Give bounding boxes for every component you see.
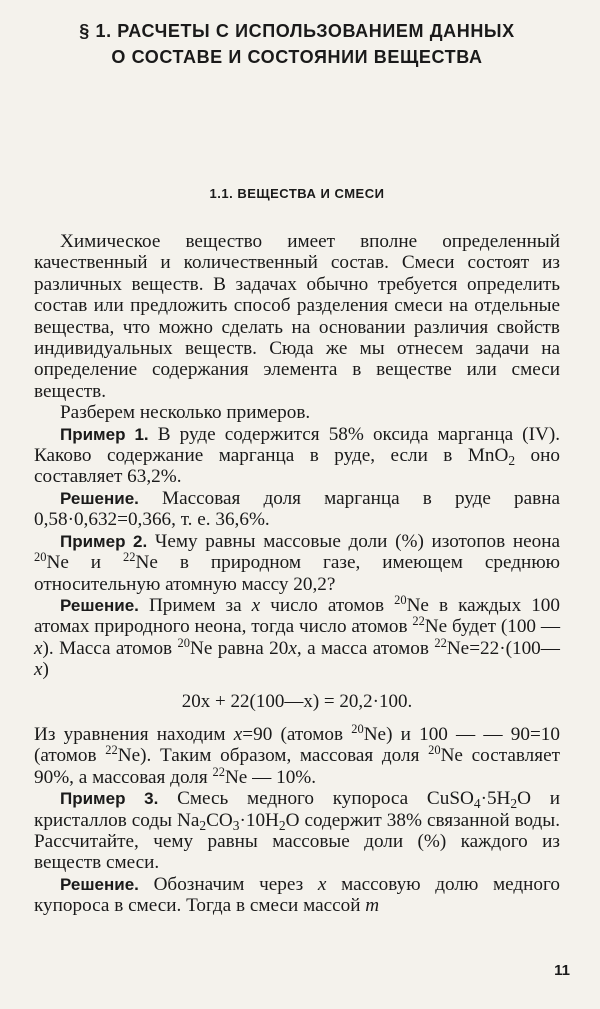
page-number: 11 bbox=[554, 962, 570, 979]
solution-label: Решение. bbox=[60, 874, 139, 894]
section-title-line2: О СОСТАВЕ И СОСТОЯНИИ ВЕЩЕСТВА bbox=[111, 47, 483, 67]
subsection-title: 1.1. ВЕЩЕСТВА И СМЕСИ bbox=[209, 186, 385, 201]
example-3: Пример 3. Смесь медного купороса $CuSO_4\cdot 5H_2O$ и кристаллов соды $Na_2CO_3\cdot 10H_2O$ содержит 38% связанной воды. Рассчитайте, чему равны массовые доли (%) каждого из веществ смеси. bbox=[34, 788, 561, 874]
example-2-label: Пример 2. bbox=[60, 531, 148, 551]
example-3-solution: Решение. Обозначим через x массовую долю медного купороса в смеси. Тогда в смеси массой m bbox=[34, 873, 560, 917]
example-3-label: Пример 3. bbox=[60, 789, 159, 809]
section-title bbox=[34, 18, 560, 70]
body-text bbox=[34, 231, 560, 917]
example-2-solution: Решение. Примем за x число атомов $^{20}$Ne в каждых 100 атомах природного неона, тогда число атомов $^{22}$Ne будет (100 — x). Масса атомов $^{20}$Ne равна 20x, а масса атомов $^{22}$Ne=22·(100—x) bbox=[34, 593, 561, 681]
solution-label: Решение. bbox=[60, 595, 139, 615]
example-1-label: Пример 1. bbox=[60, 424, 149, 444]
intro-examples-line: Разберем несколько примеров. bbox=[60, 402, 311, 424]
formula: 20x + 22(100—x) = 20,2·100. bbox=[181, 690, 413, 712]
example-2: Пример 2. Чему равны массовые доли (%) изотопов неона $^{20}$Ne и $^{22}$Ne в природном газе, имеющем среднюю относительную атомную массу 20,2? bbox=[34, 530, 560, 595]
example-1: Пример 1. В руде содержится 58% оксида марганца (IV). Каково содержание марганца в руде, если в MnO$_2$ оно составляет 63,2%. bbox=[34, 423, 561, 488]
example-1-solution: Решение. Массовая доля марганца в руде равна 0,58·0,632=0,366, т. е. 36,6%. bbox=[34, 487, 561, 531]
intro-paragraph: Химическое вещество имеет вполне определенный качественный и количественный состав. Смеси состоят из различных веществ. В задачах обычно требуется определить состав или предложить способ разделения смеси на отдельные вещества, что можно сделать на основании различия свойств индивидуальных веществ. Сюда же мы отнесем задачи на определение содержания элемента в веществе или смеси веществ. bbox=[34, 231, 560, 402]
section-title-line1: § 1. РАСЧЕТЫ С ИСПОЛЬЗОВАНИЕМ ДАННЫХ bbox=[79, 21, 515, 41]
solution-label: Решение. bbox=[60, 488, 139, 508]
page bbox=[34, 18, 560, 917]
example-2-conclusion: Из уравнения находим x=90 (атомов $^{20}$Ne) и 100 — — 90=10 (атомов $^{22}$Ne). Таким образом, массовая доля $^{20}$Ne составляет 90%, а массовая доля $^{22}$Ne — 10%. bbox=[34, 722, 560, 788]
